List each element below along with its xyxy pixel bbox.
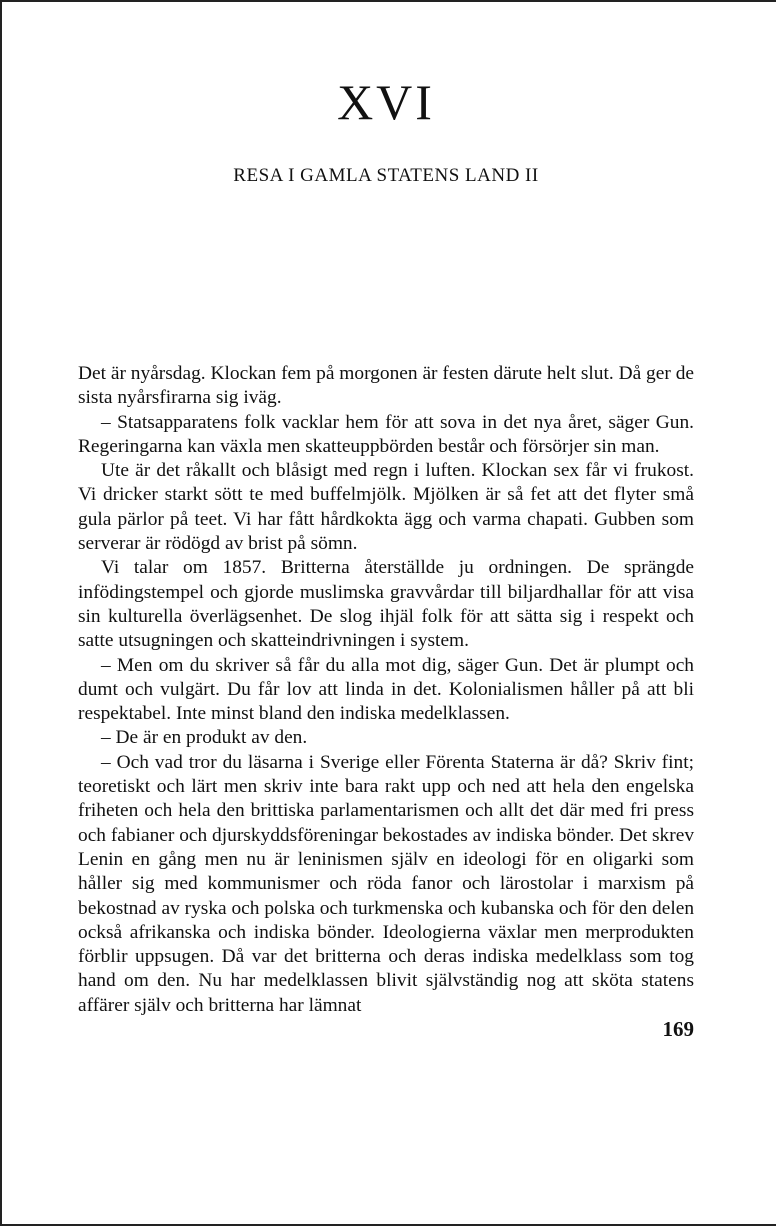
paragraph: Vi talar om 1857. Britterna återställde ju ordningen. De sprängde infödingstempel och gjorde muslimska gravvårdar till biljardhallar för att visa sin kulturella överlägsenhet. De slog ihjäl folk för att sätta sig i respekt och satte utsugningen och skatteindrivningen i system. <box>78 557 694 652</box>
scan-edge-left <box>0 0 2 1226</box>
book-page <box>78 60 694 1018</box>
paragraph: Ute är det råkallt och blåsigt med regn i luften. Klockan sex får vi frukost. Vi dricker starkt sött te med buffelmjölk. Mjölken är så fet att det flyter små gula pärlor på teet. Vi har fått hårdkokta ägg och varma chapati. Gubben som serverar är rödögd av brist på sömn. <box>78 460 694 555</box>
scan-edge-top <box>0 0 776 2</box>
page-number: 169 <box>662 1017 694 1041</box>
paragraph: – De är en produkt av den. <box>101 727 308 749</box>
paragraph: Det är nyårsdag. Klockan fem på morgonen är festen därute helt slut. Då ger de sista nyårsfirarna sig iväg. <box>78 363 694 409</box>
chapter-title: RESA I GAMLA STATENS LAND II <box>233 165 539 186</box>
paragraph: – Statsapparatens folk vacklar hem för att sova in det nya året, säger Gun. Regeringarna kan växla men skatteuppbörden består och försörjer sin man. <box>78 411 694 457</box>
chapter-number: XVI <box>337 74 435 130</box>
body-text <box>78 362 694 1018</box>
paragraph: – Men om du skriver så får du alla mot dig, säger Gun. Det är plumpt och dumt och vulgärt. Du får lov att linda in det. Kolonialismen håller på att bli respektabel. Inte minst bland den indiska medelklassen. <box>78 654 694 725</box>
paragraph: – Och vad tror du läsarna i Sverige eller Förenta Staterna är då? Skriv fint; teoretiskt och lärt men skriv inte bara rakt upp och ned att hela den engelska friheten och hela den brittiska parlamentarismen och allt det där med fri press och fabianer och djurskyddsföreningar bekostades av indiska bönder. Det skrev Lenin en gång men nu är leninismen själv en ideologi för en oligarki som håller sig med kommunismer och röda fanor och lärostolar i marxism på bekostnad av ryska och polska och turkmenska och kubanska och för den delen också afrikanska och indiska bönder. Ideologierna växlar men merprodukten förblir uppsugen. Då var det britterna och deras indiska medelklass som tog hand om den. Nu har medelklassen blivit självständig nog att sköta statens affärer själv och britterna har lämnat <box>78 751 695 1016</box>
